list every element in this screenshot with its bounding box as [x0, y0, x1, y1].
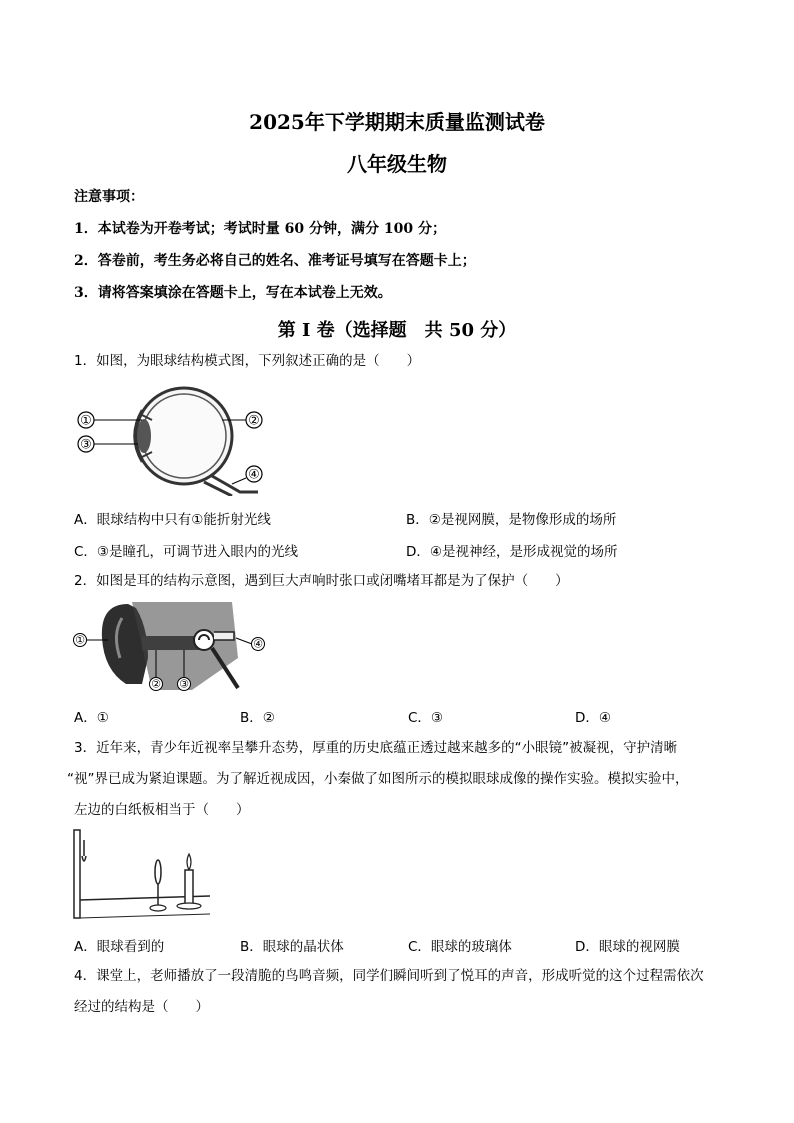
q2-option-d: D．④ [575, 710, 611, 726]
ear-label-4: ④ [253, 637, 263, 651]
q2-option-c: C．③ [408, 710, 444, 726]
notes-item: 2．答卷前，考生务必将自己的姓名、准考证号填写在答题卡上； [74, 253, 476, 269]
q1-option-b: B．②是视网膜，是物像形成的场所 [406, 512, 617, 528]
question-3-stem-line-1: 3．近年来，青少年近视率呈攀升态势，厚重的历史底蕴正透过越来越多的“小眼镜”被凝视，守护清晰 [74, 740, 678, 756]
question-1-stem: 1．如图，为眼球结构模式图，下列叙述正确的是（ ） [74, 353, 421, 369]
q3-option-d: D．眼球的视网膜 [575, 939, 680, 955]
ear-structure-figure [72, 598, 270, 694]
q3-option-c: C．眼球的玻璃体 [408, 939, 512, 955]
eye-structure-figure [72, 380, 272, 496]
section-title: 第 I 卷（选择题 共 50 分） [277, 320, 517, 341]
question-4-stem-line-1: 4．课堂上，老师播放了一段清脆的鸟鸣音频，同学们瞬间听到了悦耳的声音，形成听觉的这个过程需依次 [74, 968, 704, 984]
question-3-stem-line-3: 左边的白纸板相当于（ ） [74, 802, 250, 818]
q1-option-c: C．③是瞳孔，可调节进入眼内的光线 [74, 544, 299, 560]
exam-subtitle: 八年级生物 [347, 152, 447, 176]
eye-label-1: ① [80, 413, 92, 429]
ear-label-3: ③ [179, 677, 189, 691]
question-2-stem: 2．如图是耳的结构示意图，遇到巨大声响时张口或闭嘴堵耳都是为了保护（ ） [74, 573, 569, 589]
exam-title: 2025年下学期期末质量监测试卷 [249, 110, 545, 134]
q1-option-d: D．④是视神经，是形成视觉的场所 [406, 544, 618, 560]
question-4-stem-line-2: 经过的结构是（ ） [74, 999, 209, 1015]
question-3-stem-line-2: “视”界已成为紧迫课题。为了解近视成因，小秦做了如图所示的模拟眼球成像的操作实验。模拟实验中， [67, 771, 689, 787]
eye-imaging-experiment-figure [72, 826, 212, 924]
notes-item: 1．本试卷为开卷考试；考试时量 60 分钟，满分 100 分； [74, 221, 446, 237]
q3-option-a: A．眼球看到的 [74, 939, 165, 955]
eye-label-4: ④ [248, 467, 260, 483]
notes-heading: 注意事项： [74, 189, 144, 205]
q3-option-b: B．眼球的晶状体 [240, 939, 344, 955]
notes-item: 3．请将答案填涂在答题卡上，写在本试卷上无效。 [74, 285, 392, 301]
q1-option-a: A．眼球结构中只有①能折射光线 [74, 512, 271, 528]
eye-label-3: ③ [80, 437, 92, 453]
q2-option-b: B．② [240, 710, 275, 726]
eye-label-2: ② [248, 413, 260, 429]
ear-label-1: ① [75, 633, 85, 647]
q2-option-a: A．① [74, 710, 109, 726]
ear-label-2: ② [151, 677, 161, 691]
